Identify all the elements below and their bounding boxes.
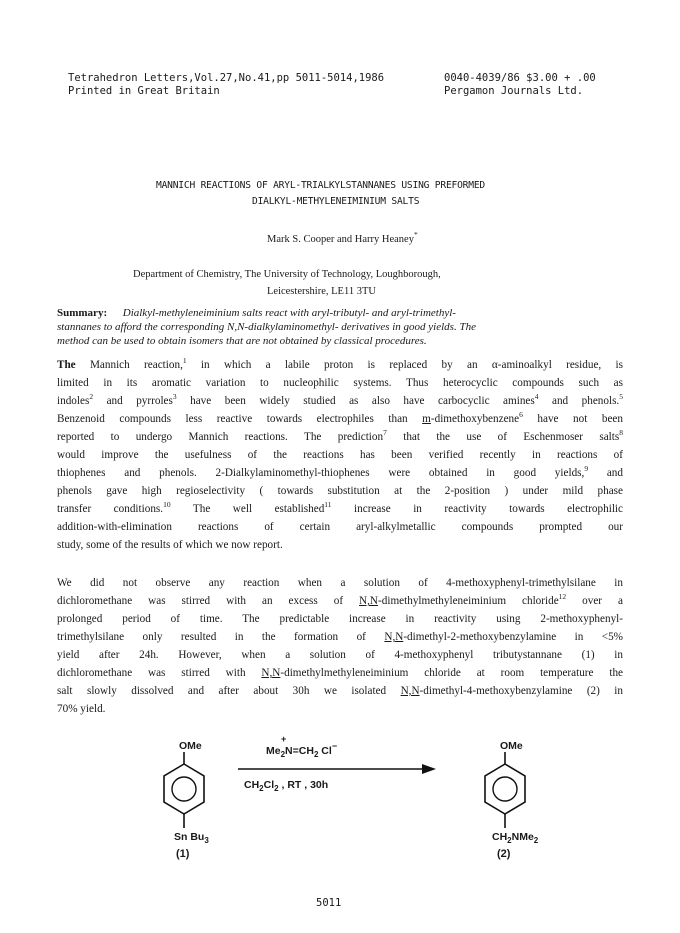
journal-citation: Tetrahedron Letters,Vol.27,No.41,pp 5011-5014,1986 <box>68 72 385 84</box>
p2-line: We did not observe any reaction when a solution of 4-methoxyphenyl-trimethylsilane in <box>57 577 623 589</box>
reactant-methoxy-label: OMe <box>179 740 202 752</box>
printed-in: Printed in Great Britain <box>68 85 220 97</box>
reactant-stannyl-label: Sn $Bu_3$ <box>174 831 209 846</box>
p2-line: 70% yield. <box>57 703 106 715</box>
p1-line: Benzenoid compounds less reactive towards electrophiles than m-dimethoxybenzene$^6$ have not been <box>57 410 623 425</box>
reactant-compound-number: (1) <box>176 848 190 860</box>
reactant-benzene-ring <box>160 752 210 832</box>
reaction-scheme <box>0 730 680 880</box>
reagent-formula: $Me_2N=CH_2$ Cl− <box>266 741 338 760</box>
summary-label: Summary: <box>57 307 108 319</box>
product-benzene-ring <box>481 752 531 832</box>
corresponding-author-mark: * <box>413 230 418 239</box>
reaction-conditions: $CH_2Cl_2$ , RT , 30h <box>244 779 329 794</box>
publisher: Pergamon Journals Ltd. <box>444 85 584 97</box>
title-line-2: DIALKYL-METHYLENEIMINIUM SALTS <box>252 196 420 207</box>
summary-line-2: stannanes to afford the corresponding N,N-dialkylaminomethyl- derivatives in good yields. The <box>57 321 476 333</box>
p2-line: prolonged period of time. The predictable increase in reactivity using 2-methoxyphenyl- <box>57 613 623 625</box>
p1-line: thiophenes and phenols. 2-Dialkylaminomethyl-thiophenes were obtained in good yields,$^9$ and <box>57 464 623 479</box>
p1-line: study, some of the results of which we now report. <box>57 539 283 551</box>
author-names: Mark S. Cooper and Harry Heaney <box>267 234 414 245</box>
p2-line: yield after 24h. However, when a solution of 4-methoxyphenyl tributystannane (1) in <box>57 649 623 661</box>
p2-line: trimethylsilane only resulted in the formation of N,N-dimethyl-2-methoxybenzylamine in <5% <box>57 631 623 643</box>
affiliation-line-1: Department of Chemistry, The University of Technology, Loughborough, <box>133 269 441 280</box>
p1-line: would improve the usefulness of the reactions has been verified recently in reactions of <box>57 449 623 461</box>
title-line-1: MANNICH REACTIONS OF ARYL-TRIALKYLSTANNANES USING PREFORMED <box>156 180 485 191</box>
p1-line: transfer conditions.$^{10}$ The well established$^{11}$ increase in reactivity towards electrophilic <box>57 500 624 515</box>
p1-line: reported to undergo Mannich reactions. The prediction$^7$ that the use of Eschenmoser salts$^8$ <box>57 428 623 443</box>
product-compound-number: (2) <box>497 848 511 860</box>
paragraph-2 <box>57 574 623 718</box>
affiliation-line-2: Leicestershire, LE11 3TU <box>267 286 376 297</box>
summary-line-1: Dialkyl-methyleneiminium salts react with aryl-tributyl- and aryl-trimethyl- <box>122 307 456 319</box>
product-methoxy-label: OMe <box>500 740 523 752</box>
p1-line: phenols gave high regioselectivity ( towards substitution at the 2-position ) under mild phase <box>57 485 623 497</box>
summary <box>57 304 623 348</box>
reagent-plus-charge: + <box>281 734 287 744</box>
p2-line: dichloromethane was stirred with an excess of N,N-dimethylmethyleneiminium chloride$^{12}$ over a <box>57 592 623 607</box>
p1-line: The Mannich reaction,$^1$ in which a labile proton is replaced by an α-aminoalkyl residue, is <box>57 356 623 371</box>
paragraph-1 <box>57 356 623 554</box>
p2-line: dichloromethane was stirred with N,N-dimethylmethyleneiminium chloride at room temperature the <box>57 667 624 679</box>
p2-line: salt slowly dissolved and after about 30h we isolated N,N-dimethyl-4-methoxybenzylamine (2) in <box>57 685 623 697</box>
issn-price: 0040-4039/86 $3.00 + .00 <box>444 72 596 84</box>
p1-line: addition-with-elimination reactions of certain aryl-alkylmetallic compounds prompted our <box>57 521 623 533</box>
product-aminomethyl-label: $CH_2NMe_2$ <box>492 831 539 846</box>
p1-line: limited in its aromatic variation to nucleophilic systems. Thus heterocyclic compounds such as <box>57 377 623 389</box>
p1-line: indoles$^2$ and pyrroles$^3$ have been widely studied as also have carbocyclic amines$^4$ and phenols.$^5$ <box>57 392 623 407</box>
reaction-arrow <box>238 763 438 775</box>
summary-line-3: method can be used to obtain isomers that are not obtained by classical procedures. <box>57 335 427 347</box>
authors <box>267 230 418 245</box>
page-number: 5011 <box>316 897 342 909</box>
